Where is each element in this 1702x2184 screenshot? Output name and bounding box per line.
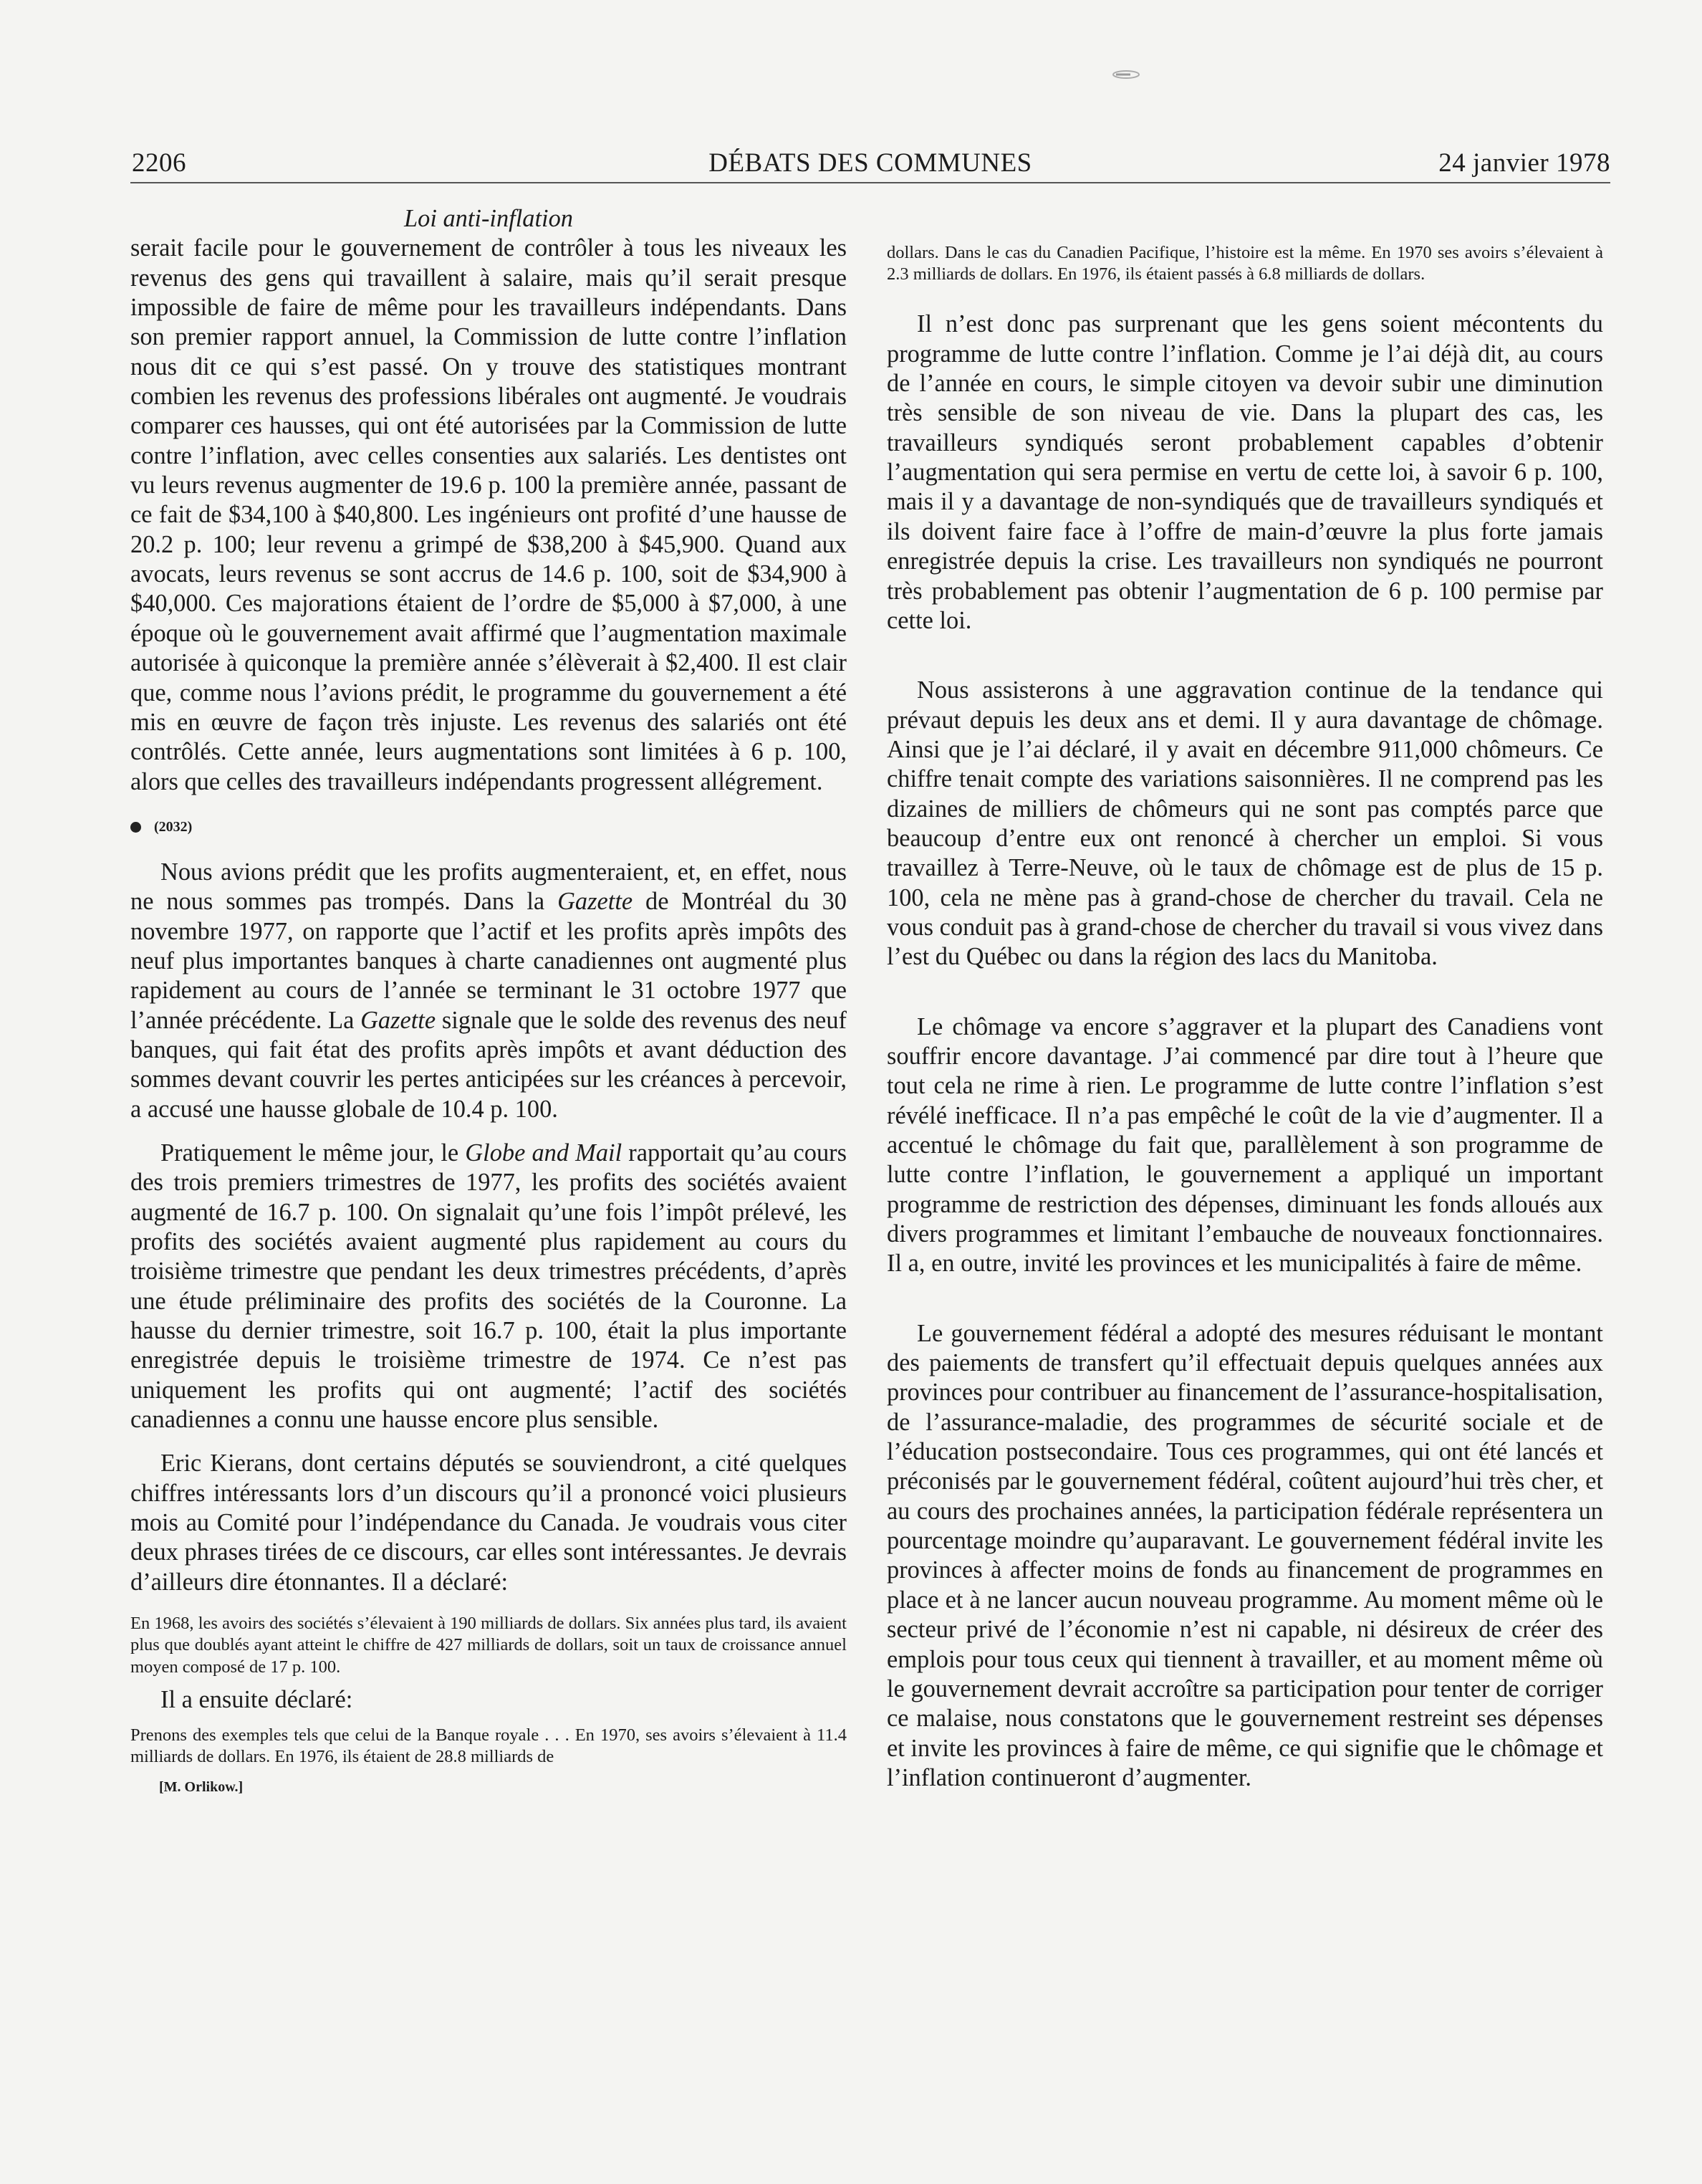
paragraph — [130, 858, 847, 1124]
left-column — [130, 204, 847, 1798]
text-run: rapportait qu’au cours des trois premiers trimestres de 1977, les profits des sociétés avaient augmenté de 16.7 p. 100. On signalait qu’une fois l’impôt prélevé, les profits des sociétés avaient augmenté plus rapidement au cours du troisième trimestre que pendant les deux trimestres précédents, d’après une étude préliminaire des profits des sociétés de la Couronne. La hausse du dernier trimestre, soit 16.7 p. 100, était la plus importante enregistrée depuis le troisième trimestre de 1974. Ce n’est pas uniquement les profits qui ont augmenté; l’actif des sociétés canadiennes a connu une hausse encore plus sensible. — [130, 1139, 847, 1434]
newspaper-name: Gazette — [557, 888, 633, 916]
text-run: signale que le solde des revenus des neuf banques, qui fait état des profits après impôts et avant déduction des sommes devant couvrir les pertes anticipées sur les créances à percevoir, a accusé une hausse globale de 10.4 p. 100. — [130, 1006, 847, 1123]
page-number: 2206 — [132, 148, 186, 178]
time-marker-text: (2032) — [154, 818, 193, 835]
paragraph: Il a ensuite déclaré: — [160, 1685, 353, 1713]
paragraph: Le chômage va encore s’aggraver et la plupart des Canadiens vont souffrir encore davantage. J’ai commencé par dire tout à l’heure que tout cela ne rime à rien. Le programme de lutte contre l’inflation s’est révélé inefficace. Il n’a pas empêché le coût de la vie d’augmenter. Il a accentué le chômage du fait que, parallèlement à son programme de lutte contre l’inflation, le gouvernement a appliqué un important programme de restriction des dépenses, diminuant les fonds alloués aux divers programmes et limitant l’embauche de nouveaux fonctionnaires. Il a, en outre, invité les provinces et les municipalités à faire de même. — [887, 1012, 1603, 1278]
paragraph: Nous assisterons à une aggravation continue de la tendance qui prévaut depuis les deux ans et demi. Il y aura davantage de chômage. Ainsi que je l’ai déclaré, il y avait en décembre 911,000 chômeurs. Ce chiffre tenait compte des variations saisonnières. Il ne comprend pas les dizaines de milliers de chômeurs qui ne sont pas comptés parce que beaucoup d’entre eux ont renoncé à chercher un emploi. Si vous travaillez à Terre-Neuve, où le taux de chômage est de plus de 15 p. 100, cela ne mène pas à grand-chose de chercher du travail. Cela ne vous conduit pas à grand-chose de chercher du travail si vous vivez dans l’est du Québec ou dans la région des lacs du Manitoba. — [887, 676, 1603, 971]
section-subtitle: Loi anti-inflation — [404, 205, 573, 232]
page-date: 24 janvier 1978 — [1438, 148, 1610, 178]
text-run: Nous avions prédit que les profits augmenteraient, et, en effet, nous ne nous sommes pas trompés. Dans la — [130, 858, 847, 916]
text-run: Pratiquement le même jour, le — [160, 1139, 466, 1167]
newspaper-name: Gazette — [360, 1006, 436, 1034]
block-quote: dollars. Dans le cas du Canadien Pacifique, l’histoire est la même. En 1970 ses avoirs s’élevaient à 2.3 milliards de dollars. En 1976, ils étaient passés à 6.8 milliards de dollars. — [887, 243, 1603, 284]
block-quote: Prenons des exemples tels que celui de la Banque royale . . . En 1970, ses avoirs s’élevaient à 11.4 milliards de dollars. En 1976, ils étaient de 28.8 milliards de — [130, 1725, 847, 1767]
paragraph: Il n’est donc pas surprenant que les gens soient mécontents du programme de lutte contre l’inflation. Comme je l’ai déjà dit, au cours de l’année en cours, le simple citoyen va devoir subir une diminution très sensible de son niveau de vie. Dans la plupart des cas, les travailleurs syndiqués seront probablement capables d’obtenir l’augmentation qui sera permise en vertu de cette loi, à savoir 6 p. 100, mais il y a davantage de non-syndiqués que de travailleurs syndiqués et ils doivent faire face à l’offre de main-d’œuvre la plus forte jamais enregistrée depuis la crise. Les travailleurs non syndiqués ne pourront très probablement pas obtenir l’augmentation de 6 p. 100 permise par cette loi. — [887, 310, 1603, 634]
text-run: de Montréal du 30 novembre 1977, on rapporte que l’actif et les profits après impôts des neuf plus importantes banques à charte canadiennes ont augmenté plus rapidement au cours de l’année se terminant le 31 octobre 1977 que l’année précédente. La — [130, 888, 847, 1034]
speaker-name: [M. Orlikow.] — [159, 1779, 244, 1796]
right-column — [887, 242, 1603, 1793]
time-marker — [130, 813, 847, 842]
paragraph: serait facile pour le gouvernement de contrôler à tous les niveaux les revenus des gens qui travaillent à salaire, mais qu’il serait presque impossible de faire de même pour les travailleurs indépendants. Dans son premier rapport annuel, la Commission de lutte contre l’inflation nous dit ce qui s’est passé. On y trouve des statistiques montrant combien les revenus des professions libérales ont augmenté. Je voudrais comparer ces hausses, qui ont été autorisées par la Commission de lutte contre l’inflation, avec celles consenties aux salariés. Les dentistes ont vu leurs revenus augmenter de 19.6 p. 100 la première année, passant de ce fait de $34,100 à $40,800. Les ingénieurs ont profité d’une hausse de 20.2 p. 100; leur revenu a grimpé de $38,200 à $45,900. Quand aux avocats, leurs revenus se sont accrus de 14.6 p. 100, soit de $34,900 à $40,000. Ces majorations étaient de l’ordre de $5,000 à $7,000, à une époque où le gouvernement avait affirmé que l’augmentation maximale autorisée à quiconque la première année s’élèverait à $2,400. Il est clair que, comme nous l’avions prédit, le programme du gouvernement a été mis en œuvre de façon très injuste. Les revenus des salariés ont été contrôlés. Cette année, leurs augmentations sont limitées à 6 p. 100, alors que celles des travailleurs indépendants progressent allégrement. — [130, 234, 847, 795]
publication-title: DÉBATS DES COMMUNES — [708, 148, 1032, 178]
bullet-icon — [130, 822, 141, 833]
page-header — [130, 148, 1610, 183]
paragraph — [130, 1139, 847, 1435]
block-quote: En 1968, les avoirs des sociétés s’élevaient à 190 milliards de dollars. Six années plus tard, ils avaient plus que doublés ayant atteint le chiffre de 427 milliards de dollars, soit un taux de croissance annuel moyen composé de 17 p. 100. — [130, 1614, 847, 1677]
newspaper-name: Globe and Mail — [465, 1139, 622, 1167]
paragraph: Le gouvernement fédéral a adopté des mesures réduisant le montant des paiements de transfert qu’il effectuait depuis quelques années aux provinces pour contribuer au financement de l’assurance-hospitalisation, de l’assurance-maladie, des programmes de sécurité sociale et de l’éducation postsecondaire. Tous ces programmes, qui ont été lancés et préconisés par le gouvernement fédéral, coûtent aujourd’hui très cher, et au cours des prochaines années, la participation fédérale représentera un pourcentage moindre qu’auparavant. Le gouvernement fédéral invite les provinces à affecter moins de fonds au financement de programmes en place et à ne lancer aucun nouveau programme. Au moment même où le secteur privé de l’économie n’est ni capable, ni désireux de créer des emplois pour tous ceux qui tiennent à travailler, et au moment même où le gouvernement devrait accroître sa participation pour tenter de corriger ce malaise, nous constatons que le gouvernement restreint ses dépenses et invite les provinces à faire de même, ce qui signifie que le chômage et l’inflation continueront d’augmenter. — [887, 1319, 1603, 1791]
paragraph: Eric Kierans, dont certains députés se souviendront, a cité quelques chiffres intéressants lors d’un discours qu’il a prononcé voici plusieurs mois au Comité pour l’indépendance du Canada. Je voudrais vous citer deux phrases tirées de ce discours, car elles sont intéressantes. Je devrais d’ailleurs dire étonnantes. Il a déclaré: — [130, 1450, 847, 1596]
scan-mark-icon — [1109, 69, 1143, 80]
